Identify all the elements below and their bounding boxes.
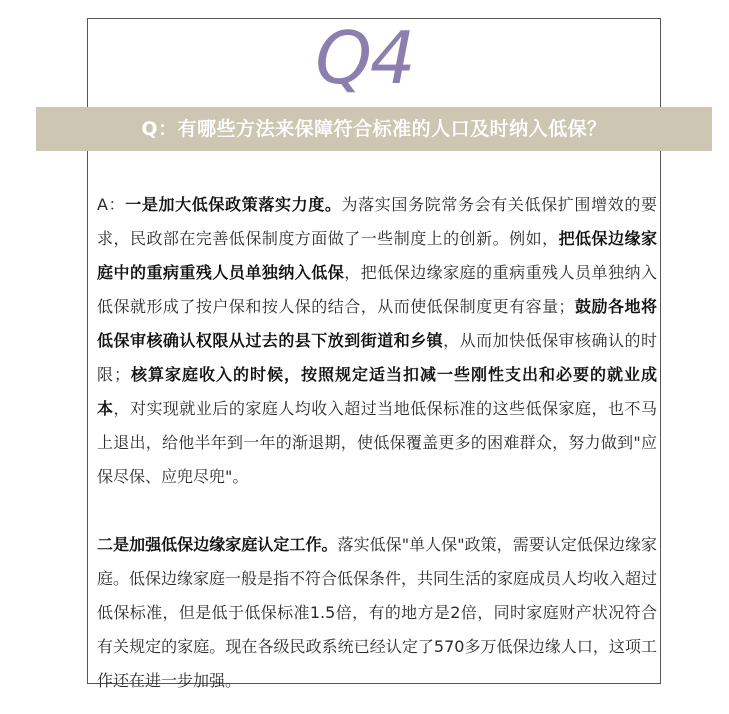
question-banner	[36, 107, 712, 151]
emphasis-text: 核算家庭收入的时候，按照规定适当扣减一些刚性支出和必要的就业成本	[97, 365, 657, 418]
answer-paragraph-1	[97, 188, 657, 494]
question-text: Q：有哪些方法来保障符合标准的人口及时纳入低保？	[141, 118, 607, 140]
answer-paragraph-2	[97, 528, 657, 698]
answer-text: 为落实国务院常务会有关低保扩围增效的要求，民政部在完善低保制度方面做了一些制度上的创新。例如，	[97, 195, 657, 248]
emphasis-text: 把低保边缘家庭中的重病重残人员单独纳入低保	[97, 229, 657, 282]
answer-text: 落实低保"单人保"政策，需要认定低保边缘家庭。低保边缘家庭一般是指不符合低保条件，共同生活的家庭成员人均收入超过低保标准，但是低于低保标准1.5倍，有的地方是2倍，同时家庭财产状况符合有关规定的家庭。现在各级民政系统已经认定了570多万低保边缘人口，这项工作还在进一步加强。	[97, 535, 658, 690]
answer-prefix: A：	[97, 195, 126, 214]
point-one-heading: 一是加大低保政策落实力度。	[125, 195, 342, 214]
answer-body	[97, 188, 657, 698]
point-two-heading: 二是加强低保边缘家庭认定工作。	[97, 535, 338, 554]
question-number: Q4	[315, 16, 414, 100]
answer-text: ，从而加快低保审核确认的时限；	[97, 331, 657, 384]
answer-text: ，把低保边缘家庭的重病重残人员单独纳入低保就形成了按户保和按人保的结合，从而使低保制度更有容量；	[97, 263, 657, 316]
answer-text: ，对实现就业后的家庭人均收入超过当地低保标准的这些低保家庭，也不马上退出，给他半年到一年的渐退期，使低保覆盖更多的困难群众，努力做到"应保尽保、应兜尽兜"。	[97, 399, 657, 486]
emphasis-text: 鼓励各地将低保审核确认权限从过去的县下放到街道和乡镇	[97, 297, 657, 350]
